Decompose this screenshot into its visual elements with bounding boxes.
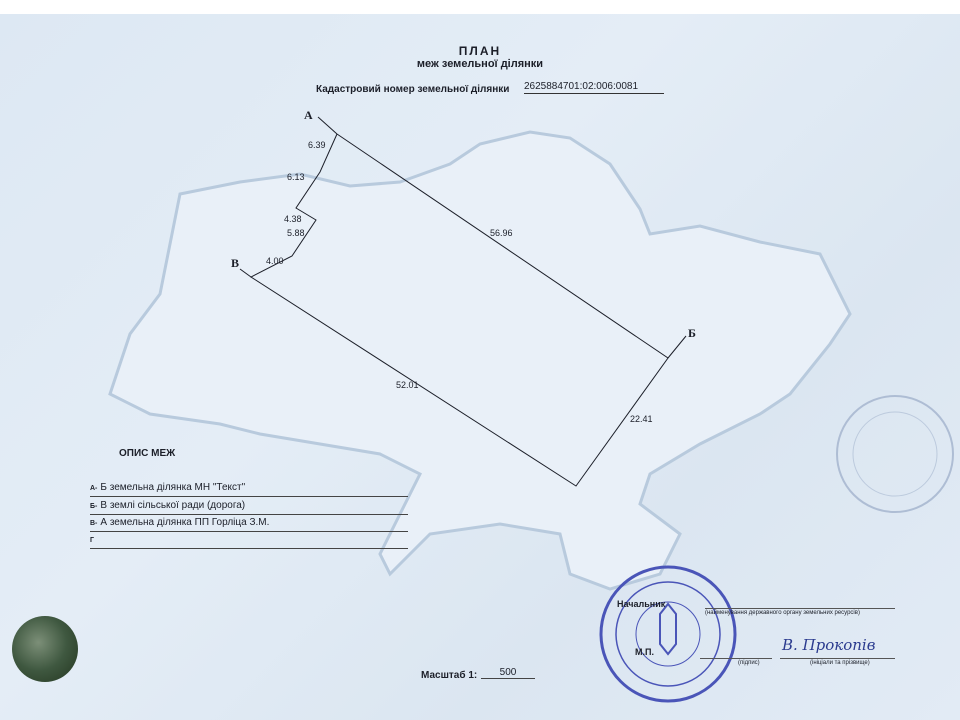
dimension-label: 5.88 bbox=[287, 228, 305, 238]
dimension-label: 22.41 bbox=[630, 414, 653, 424]
boundary-row-prefix: В- bbox=[90, 520, 98, 527]
chief-label: Начальник bbox=[617, 599, 666, 609]
boundary-row-prefix: Г bbox=[90, 537, 94, 544]
initials-caption: (ініціали та прізвище) bbox=[810, 660, 870, 666]
dimension-label: 4.00 bbox=[266, 256, 284, 266]
boundary-row-text: А земельна ділянка ПП Горліца З.М. bbox=[100, 517, 270, 528]
dimension-label: 56.96 bbox=[490, 228, 513, 238]
plan-subtitle: меж земельної ділянки bbox=[416, 58, 544, 70]
faded-stamp bbox=[837, 396, 953, 512]
org-caption: (найменування державного органу земельних ресурсів) bbox=[705, 610, 860, 616]
dimension-label: 4.38 bbox=[284, 214, 302, 224]
point-v-label: В bbox=[231, 256, 240, 270]
scale-value: 500 bbox=[481, 667, 535, 679]
signature-line bbox=[700, 658, 772, 659]
trident-icon bbox=[660, 604, 676, 654]
leader-a bbox=[318, 117, 337, 134]
boundary-row bbox=[90, 517, 408, 532]
chief-line bbox=[705, 608, 895, 609]
boundary-description-title: ОПИС МЕЖ bbox=[119, 448, 176, 459]
official-seal bbox=[601, 567, 735, 701]
plan-sheet bbox=[0, 14, 960, 720]
scale-label: Масштаб 1: bbox=[421, 670, 478, 681]
dimension-label: 6.39 bbox=[308, 140, 326, 150]
boundary-row bbox=[90, 500, 408, 515]
mp-label: М.П. bbox=[635, 647, 654, 657]
hologram-seal bbox=[12, 616, 78, 682]
boundary-row-text: В землі сільської ради (дорога) bbox=[100, 500, 246, 511]
initials-line bbox=[780, 658, 895, 659]
signature-caption: (підпис) bbox=[738, 660, 760, 666]
boundary-row bbox=[90, 482, 408, 497]
boundary-row-prefix: Б- bbox=[90, 503, 98, 510]
boundary-row bbox=[90, 534, 408, 549]
cadastral-label: Кадастровий номер земельної ділянки bbox=[316, 84, 510, 95]
cadastral-number: 2625884701:02:006:0081 bbox=[524, 81, 664, 94]
handwritten-signature: В. Прокопів bbox=[782, 636, 876, 654]
boundary-row-text: Б земельна ділянка МН "Текст" bbox=[100, 482, 246, 493]
dimension-label: 6.13 bbox=[287, 172, 305, 182]
dimension-label: 52.01 bbox=[396, 380, 419, 390]
point-b-label: Б bbox=[688, 326, 696, 340]
boundary-row-prefix: А- bbox=[90, 485, 98, 492]
point-a-label: А bbox=[304, 108, 313, 122]
plan-title: ПЛАН bbox=[458, 44, 502, 58]
